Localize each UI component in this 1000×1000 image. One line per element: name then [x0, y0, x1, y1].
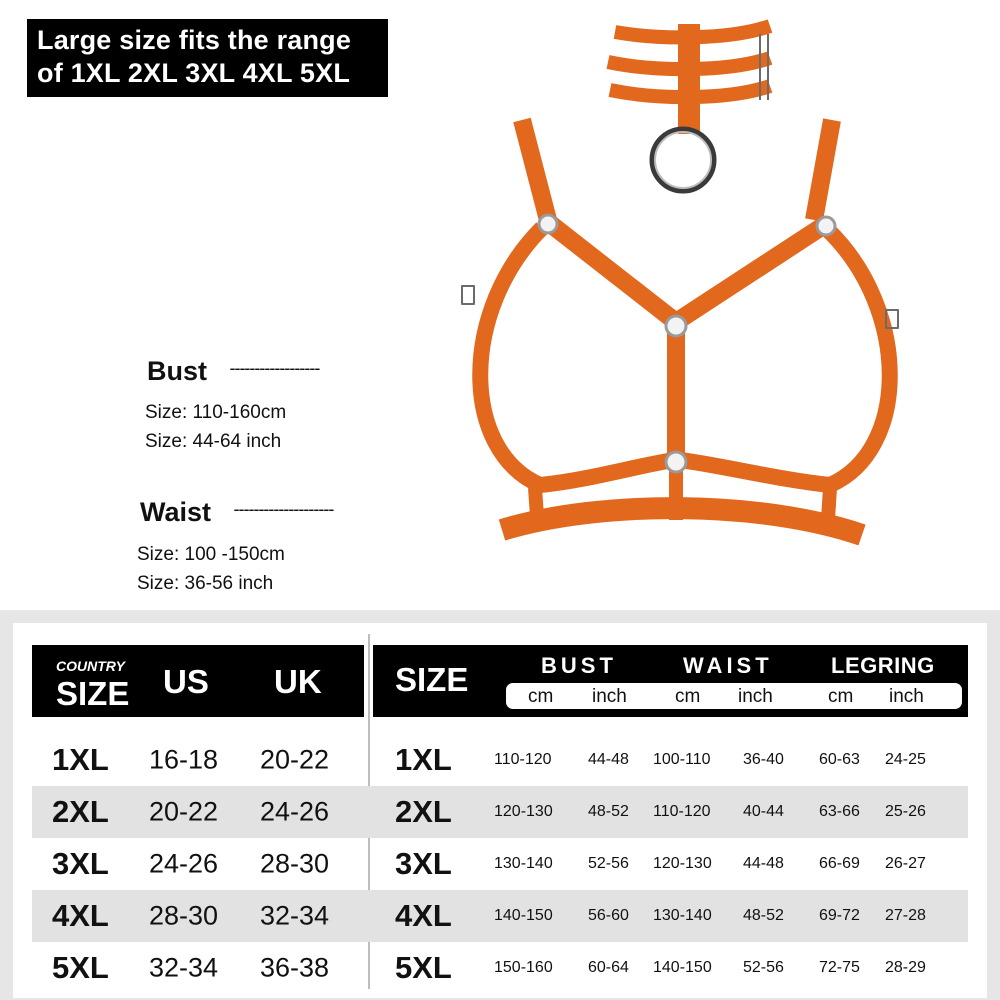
legring-group-header: LEGRING — [831, 653, 935, 678]
table-row — [32, 734, 968, 786]
uk-cell: 20-22 — [260, 744, 330, 775]
size-cell-right: 2XL — [395, 794, 452, 829]
size-cell-right: 3XL — [395, 846, 452, 881]
table-row — [32, 838, 968, 890]
size-chart — [0, 610, 1000, 1000]
waist-label: Waist — [140, 497, 212, 527]
bust-cm-cell: 130-140 — [494, 855, 553, 872]
us-cell: 16-18 — [149, 744, 219, 775]
bust-cm-cell: 140-150 — [494, 907, 553, 924]
waist-cm-cell: 110-120 — [653, 803, 711, 820]
unit-bust-inch: inch — [592, 686, 627, 707]
bust-cm-cell: 110-120 — [494, 751, 552, 768]
size-label: SIZE — [56, 675, 130, 712]
banner-line-2: of 1XL 2XL 3XL 4XL 5XL — [37, 58, 351, 88]
bust-inch-cell: 52-56 — [588, 855, 629, 872]
legring-cm-cell: 72-75 — [819, 959, 860, 976]
bust-size-inch: Size: 44-64 inch — [145, 431, 282, 452]
size-chart-panel — [13, 623, 987, 998]
waist-cm-cell: 140-150 — [653, 959, 712, 976]
us-cell: 28-30 — [149, 900, 219, 931]
unit-waist-cm: cm — [675, 686, 701, 707]
legring-inch-cell: 26-27 — [885, 855, 926, 872]
unit-bust-cm: cm — [528, 686, 554, 707]
bust-group-header: BUST — [541, 653, 617, 678]
bust-inch-cell: 48-52 — [588, 803, 629, 820]
legring-cm-cell: 66-69 — [819, 855, 860, 872]
us-cell: 24-26 — [149, 848, 219, 879]
bust-size-cm: Size: 110-160cm — [145, 402, 287, 423]
waist-sizes — [137, 540, 285, 598]
waist-cm-cell: 120-130 — [653, 855, 712, 872]
waist-cm-cell: 100-110 — [653, 751, 711, 768]
legring-inch-cell: 25-26 — [885, 803, 926, 820]
unit-legring-cm: cm — [828, 686, 854, 707]
uk-cell: 32-34 — [260, 900, 330, 931]
waist-inch-cell: 36-40 — [743, 751, 784, 768]
waist-inch-cell: 40-44 — [743, 803, 784, 820]
us-header: US — [163, 663, 209, 700]
size-cell: 5XL — [52, 950, 109, 985]
country-size-header — [32, 645, 364, 717]
size-cell-right: 1XL — [395, 742, 452, 777]
bust-inch-cell: 44-48 — [588, 751, 629, 768]
uk-cell: 36-38 — [260, 952, 330, 983]
waist-size-inch: Size: 36-56 inch — [137, 573, 274, 594]
bust-inch-cell: 56-60 — [588, 907, 629, 924]
uk-cell: 24-26 — [260, 796, 330, 827]
us-cell: 32-34 — [149, 952, 219, 983]
legring-cm-cell: 63-66 — [819, 803, 860, 820]
waist-group-header: WAIST — [683, 653, 773, 678]
bust-dash-line: ------------------ — [229, 358, 320, 378]
size-header: SIZE — [395, 661, 469, 698]
waist-inch-cell: 52-56 — [743, 959, 784, 976]
unit-waist-inch: inch — [738, 686, 773, 707]
waist-cm-cell: 130-140 — [653, 907, 712, 924]
table-row — [32, 890, 968, 942]
waist-inch-cell: 44-48 — [743, 855, 784, 872]
bust-label: Bust — [147, 356, 207, 386]
legring-cm-cell: 69-72 — [819, 907, 860, 924]
measurement-header — [373, 645, 968, 717]
banner-line-1: Large size fits the range — [37, 25, 352, 55]
legring-inch-cell: 24-25 — [885, 751, 926, 768]
waist-size-cm: Size: 100 -150cm — [137, 544, 285, 565]
bust-sizes — [145, 398, 286, 456]
unit-legring-inch: inch — [889, 686, 924, 707]
product-image — [440, 10, 920, 590]
waist-measurement — [140, 497, 333, 528]
size-cell-right: 4XL — [395, 898, 452, 933]
us-cell: 20-22 — [149, 796, 219, 827]
country-label: COUNTRY — [56, 658, 125, 674]
legring-cm-cell: 60-63 — [819, 751, 860, 768]
size-cell: 4XL — [52, 898, 109, 933]
waist-dash-line: -------------------- — [233, 499, 334, 519]
legring-inch-cell: 27-28 — [885, 907, 926, 924]
waist-inch-cell: 48-52 — [743, 907, 784, 924]
body-harness-icon — [440, 10, 920, 590]
bust-cm-cell: 150-160 — [494, 959, 553, 976]
bust-inch-cell: 60-64 — [588, 959, 629, 976]
bust-measurement — [147, 356, 319, 387]
unit-bar — [506, 683, 962, 709]
size-cell: 3XL — [52, 846, 109, 881]
size-cell: 2XL — [52, 794, 109, 829]
uk-cell: 28-30 — [260, 848, 330, 879]
bust-cm-cell: 120-130 — [494, 803, 553, 820]
table-row — [32, 786, 968, 838]
size-range-banner — [27, 19, 388, 97]
table-row — [32, 942, 968, 994]
legring-inch-cell: 28-29 — [885, 959, 926, 976]
size-cell-right: 5XL — [395, 950, 452, 985]
size-cell: 1XL — [52, 742, 109, 777]
uk-header: UK — [274, 663, 322, 700]
